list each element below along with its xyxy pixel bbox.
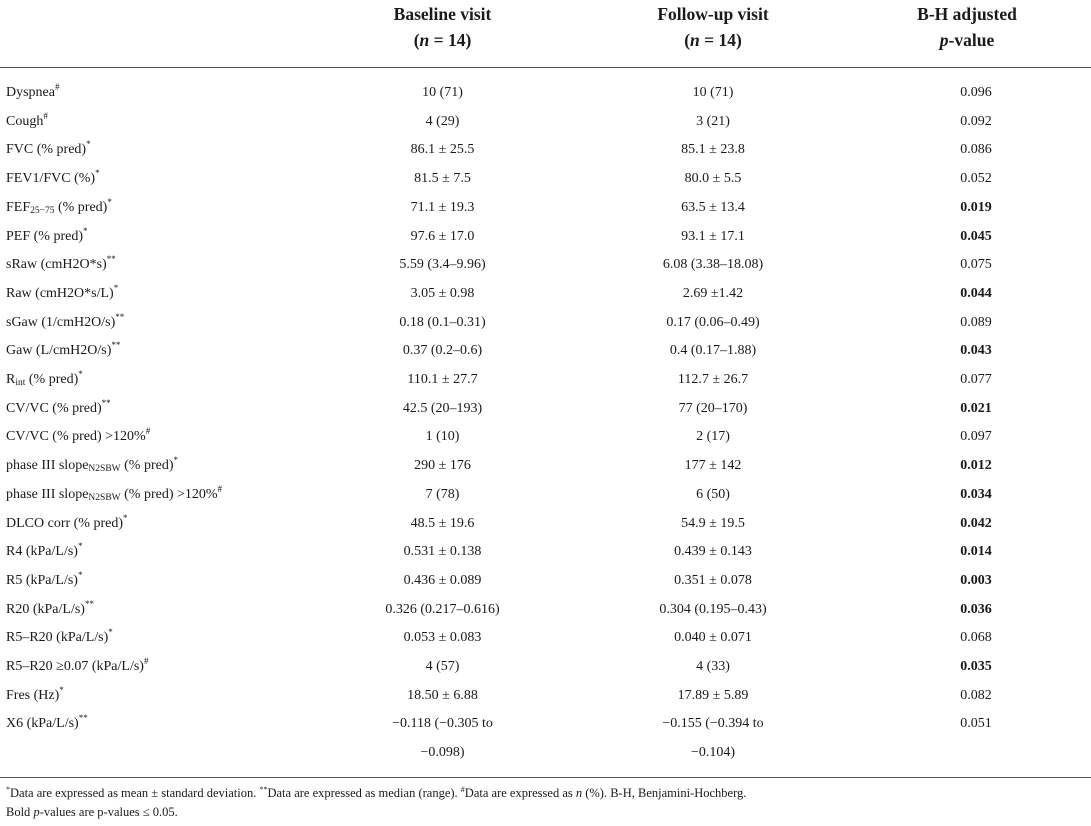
table-row xyxy=(0,108,1091,137)
row-pvalue: 0.086 xyxy=(960,142,992,158)
row-baseline-value: 4 (29) xyxy=(425,113,460,129)
row-label: $FEF_{25-75}$ (% pred)* xyxy=(6,196,112,216)
table-row xyxy=(0,309,1091,338)
row-followup-value: 6 (50) xyxy=(696,486,730,502)
table-row xyxy=(0,280,1091,309)
row-label: PEF (% pred)* xyxy=(6,225,88,244)
table-row xyxy=(0,251,1091,280)
table-row xyxy=(0,395,1091,424)
row-baseline-value: 5.59 (3.4–9.96) xyxy=(399,257,486,273)
row-label: sGaw (1/cmH2O/s)** xyxy=(6,311,125,330)
row-label: X6 (kPa/L/s)** xyxy=(6,713,88,732)
table-row xyxy=(0,366,1091,395)
row-followup-value: 0.17 (0.06–0.49) xyxy=(666,314,760,330)
row-followup-value: 3 (21) xyxy=(696,113,730,129)
header-pvalue-line1: B-H adjusted xyxy=(917,4,1017,24)
row-followup-value: 0.040 ± 0.071 xyxy=(674,630,752,646)
row-followup-value: 0.439 ± 0.143 xyxy=(674,544,752,560)
row-baseline-value: 0.436 ± 0.089 xyxy=(403,572,482,588)
footnote-line2: Bold p-values are p-values ≤ 0.05. xyxy=(6,805,178,819)
row-baseline-value: 7 (78) xyxy=(425,486,460,502)
table-row xyxy=(0,596,1091,625)
row-baseline-value: 86.1 ± 25.5 xyxy=(410,142,475,158)
table-row xyxy=(0,223,1091,252)
row-label: Fres (Hz)* xyxy=(6,684,64,703)
table-row xyxy=(0,194,1091,223)
row-baseline-value: 1 (10) xyxy=(425,429,460,445)
row-baseline-value: 0.37 (0.2–0.6) xyxy=(402,343,483,359)
row-pvalue: 0.021 xyxy=(960,400,992,416)
row-followup-value: −0.155 (−0.394 to −0.104) xyxy=(662,716,764,760)
row-pvalue: 0.082 xyxy=(960,687,992,703)
row-baseline-value: 48.5 ± 19.6 xyxy=(410,515,475,531)
row-baseline-value: 0.326 (0.217–0.616) xyxy=(385,601,500,617)
row-pvalue: 0.052 xyxy=(960,171,992,187)
header-baseline xyxy=(302,0,583,68)
row-pvalue: 0.089 xyxy=(960,314,992,330)
footnote-line1: *Data are expressed as mean ± standard deviation. **Data are expressed as median (range). #Data are expressed as n (%). B-H, Benjamini-Hochberg. xyxy=(6,785,747,800)
row-pvalue: 0.068 xyxy=(960,630,992,646)
row-baseline-value: −0.118 (−0.305 to −0.098) xyxy=(392,716,493,760)
row-label: R5–R20 ≥0.07 (kPa/L/s)# xyxy=(6,656,149,675)
row-pvalue: 0.075 xyxy=(960,257,992,273)
row-label: R5 (kPa/L/s)* xyxy=(6,569,83,588)
table-row xyxy=(0,423,1091,452)
row-followup-value: 2.69 ±1.42 xyxy=(682,285,744,301)
table-row xyxy=(0,538,1091,567)
row-followup-value: 0.351 ± 0.078 xyxy=(674,572,752,588)
table-row xyxy=(0,481,1091,510)
row-followup-value: 6.08 (3.38–18.08) xyxy=(662,257,764,273)
header-pvalue-line2: p-value xyxy=(939,30,995,50)
row-pvalue: 0.014 xyxy=(960,544,992,560)
row-pvalue: 0.097 xyxy=(960,429,992,445)
row-label: DLCO corr (% pred)* xyxy=(6,512,128,531)
row-pvalue: 0.077 xyxy=(960,372,992,388)
row-followup-value: 177 ± 142 xyxy=(684,458,742,474)
row-pvalue: 0.044 xyxy=(960,285,992,301)
header-followup-line2: (n = 14) xyxy=(684,30,742,50)
row-baseline-value: 0.18 (0.1–0.31) xyxy=(399,314,486,330)
row-baseline-value: 42.5 (20–193) xyxy=(402,400,483,416)
row-pvalue: 0.092 xyxy=(960,113,992,129)
row-baseline-value: 18.50 ± 6.88 xyxy=(407,687,478,703)
header-followup-line1: Follow-up visit xyxy=(657,4,769,24)
row-label: CV/VC (% pred)** xyxy=(6,397,111,416)
row-baseline-value: 71.1 ± 19.3 xyxy=(410,199,475,215)
row-followup-value: 4 (33) xyxy=(696,659,730,675)
table-row xyxy=(0,452,1091,481)
header-pvalue xyxy=(843,0,1091,68)
row-baseline-value: 10 (71) xyxy=(422,85,463,100)
row-baseline-value: 290 ± 176 xyxy=(414,458,471,474)
row-pvalue: 0.035 xyxy=(960,659,992,675)
row-pvalue: 0.096 xyxy=(960,85,992,100)
header-baseline-line1: Baseline visit xyxy=(393,4,492,24)
table-row xyxy=(0,682,1091,711)
header-followup xyxy=(583,0,843,68)
table-footnote xyxy=(6,784,1076,822)
row-baseline-value: 3.05 ± 0.98 xyxy=(410,285,475,301)
table-row xyxy=(0,337,1091,366)
table-row xyxy=(0,136,1091,165)
row-label: FEV1/FVC (%)* xyxy=(6,168,100,187)
row-pvalue: 0.045 xyxy=(960,228,992,244)
row-baseline-value: 0.053 ± 0.083 xyxy=(403,630,482,646)
header-empty xyxy=(0,0,302,68)
row-followup-value: 0.4 (0.17–1.88) xyxy=(669,343,757,359)
row-label: Cough# xyxy=(6,110,48,129)
row-baseline-value: 97.6 ± 17.0 xyxy=(410,228,475,244)
row-followup-value: 2 (17) xyxy=(696,429,730,445)
table-body xyxy=(0,79,1091,778)
table-row xyxy=(0,710,1091,767)
table-row xyxy=(0,653,1091,682)
row-followup-value: 80.0 ± 5.5 xyxy=(684,171,742,187)
row-followup-value: 17.89 ± 5.89 xyxy=(677,687,749,703)
table-header xyxy=(0,0,1091,79)
row-pvalue: 0.019 xyxy=(960,199,992,215)
row-label: CV/VC (% pred) >120%# xyxy=(6,426,151,445)
row-followup-value: 85.1 ± 23.8 xyxy=(681,142,745,158)
row-label: R20 (kPa/L/s)** xyxy=(6,598,94,617)
row-followup-value: 63.5 ± 13.4 xyxy=(681,199,745,215)
row-pvalue: 0.003 xyxy=(960,572,992,588)
table-row xyxy=(0,567,1091,596)
row-label: $R_{int}$ (% pred)* xyxy=(6,369,83,389)
header-baseline-line2: (n = 14) xyxy=(413,30,472,50)
row-followup-value: 54.9 ± 19.5 xyxy=(681,515,745,531)
row-followup-value: 112.7 ± 26.7 xyxy=(677,372,749,388)
row-followup-value: 77 (20–170) xyxy=(678,400,748,416)
row-label: FVC (% pred)* xyxy=(6,139,91,158)
table-row xyxy=(0,79,1091,108)
row-pvalue: 0.036 xyxy=(960,601,992,617)
row-pvalue: 0.034 xyxy=(960,486,992,502)
table-row xyxy=(0,624,1091,653)
table-row xyxy=(0,510,1091,539)
row-followup-value: 0.304 (0.195–0.43) xyxy=(659,601,767,617)
row-label: Raw (cmH2O*s/L)* xyxy=(6,282,119,301)
row-pvalue: 0.043 xyxy=(960,343,992,359)
row-label: R4 (kPa/L/s)* xyxy=(6,541,83,560)
row-label: phase III slope$_{N2SBW}$ (% pred) >120%# xyxy=(6,483,223,503)
row-baseline-value: 4 (57) xyxy=(425,659,460,675)
row-pvalue: 0.051 xyxy=(960,716,992,732)
row-pvalue: 0.012 xyxy=(960,458,992,474)
row-label: R5–R20 (kPa/L/s)* xyxy=(6,627,113,646)
row-pvalue: 0.042 xyxy=(960,515,992,531)
row-label: Gaw (L/cmH2O/s)** xyxy=(6,340,121,359)
row-label: sRaw (cmH2O*s)** xyxy=(6,254,116,273)
row-label: phase III slope$_{N2SBW}$ (% pred)* xyxy=(6,455,178,475)
row-followup-value: 93.1 ± 17.1 xyxy=(681,228,745,244)
row-baseline-value: 81.5 ± 7.5 xyxy=(414,171,471,187)
table-row xyxy=(0,165,1091,194)
row-followup-value: 10 (71) xyxy=(692,85,734,100)
row-baseline-value: 110.1 ± 27.7 xyxy=(407,372,478,388)
row-baseline-value: 0.531 ± 0.138 xyxy=(403,544,482,560)
row-label: Dyspnea# xyxy=(6,82,60,100)
